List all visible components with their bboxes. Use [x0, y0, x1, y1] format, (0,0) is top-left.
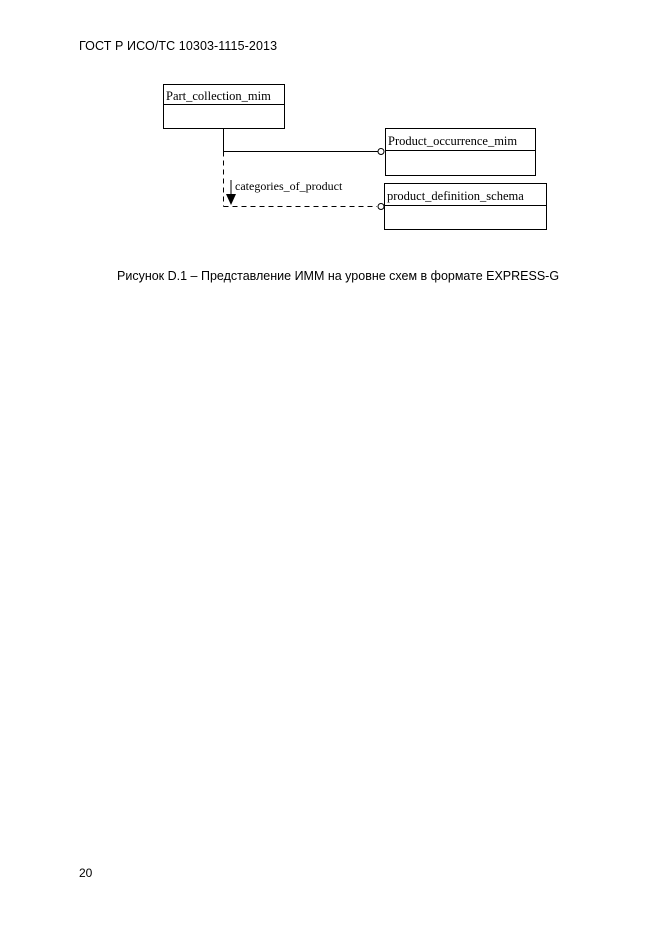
product-occurrence-label: Product_occurrence_mim	[388, 134, 518, 148]
page-number: 20	[79, 866, 93, 880]
figure-caption: Рисунок D.1 – Представление ИММ на уровне схем в формате EXPRESS-G	[117, 269, 560, 283]
product-occurrence-entity	[386, 129, 536, 176]
product-definition-label: product_definition_schema	[387, 189, 524, 203]
express-g-diagram	[0, 0, 661, 260]
reference-line-solid	[224, 129, 385, 155]
part-collection-label: Part_collection_mim	[166, 89, 271, 103]
document-header: ГОСТ Р ИСО/ТС 10303-1115-2013	[79, 39, 278, 53]
part-collection-entity	[164, 85, 285, 129]
relation-label: categories_of_product	[235, 179, 343, 193]
product-definition-entity	[385, 184, 547, 230]
arrow-down-icon	[226, 194, 236, 205]
reference-end-circle-icon	[378, 204, 384, 210]
reference-end-circle-icon	[378, 149, 384, 155]
